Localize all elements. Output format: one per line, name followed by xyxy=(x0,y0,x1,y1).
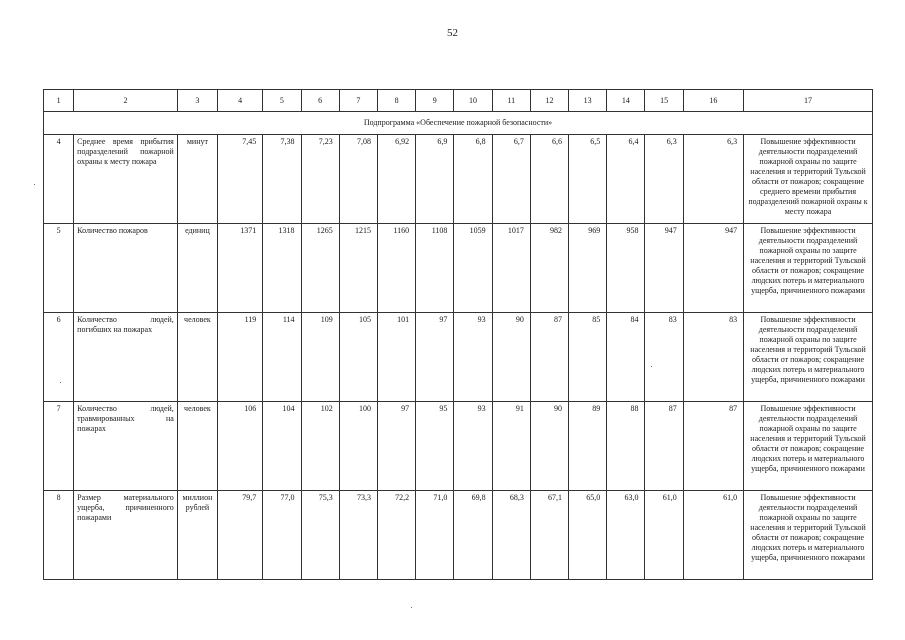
unit-cell: минут xyxy=(177,135,217,224)
value-cell: 87 xyxy=(530,313,568,402)
value-cell: 69,8 xyxy=(454,491,492,580)
value-cell: 1265 xyxy=(301,224,339,313)
value-cell: 95 xyxy=(416,402,454,491)
table-row xyxy=(44,402,873,491)
value-cell: 97 xyxy=(416,313,454,402)
expected-result: Повышение эффективности деятельности подразделений пожарной охраны по защите населения и территорий Тульской области от пожаров; сокращение людских потерь и материального ущерба, причиненного пожарами xyxy=(744,224,873,313)
unit-cell: миллион рублей xyxy=(177,491,217,580)
value-cell: 6,6 xyxy=(530,135,568,224)
value-cell: 105 xyxy=(339,313,377,402)
value-cell: 63,0 xyxy=(607,491,645,580)
unit-cell: единиц xyxy=(177,224,217,313)
value-cell: 6,3 xyxy=(645,135,683,224)
value-cell: 77,0 xyxy=(263,491,301,580)
table-row xyxy=(44,224,873,313)
value-cell: 101 xyxy=(377,313,415,402)
row-number: 8 xyxy=(44,491,74,580)
column-number-16: 16 xyxy=(683,90,743,112)
indicator-name: Размер материального ущерба, причиненного пожарами xyxy=(74,491,178,580)
subprogram-title: Подпрограмма «Обеспечение пожарной безопасности» xyxy=(44,112,873,135)
subprogram-row xyxy=(44,112,873,135)
row-number: 7 xyxy=(44,402,74,491)
value-cell: 1371 xyxy=(218,224,263,313)
value-cell: 72,2 xyxy=(377,491,415,580)
column-number-2: 2 xyxy=(74,90,178,112)
value-cell: 106 xyxy=(218,402,263,491)
column-number-12: 12 xyxy=(530,90,568,112)
column-number-8: 8 xyxy=(377,90,415,112)
column-number-15: 15 xyxy=(645,90,683,112)
value-cell: 85 xyxy=(569,313,607,402)
scan-speck xyxy=(34,184,35,185)
value-cell: 6,92 xyxy=(377,135,415,224)
indicator-name: Количество пожаров xyxy=(74,224,178,313)
value-cell: 1017 xyxy=(492,224,530,313)
column-number-9: 9 xyxy=(416,90,454,112)
indicator-name: Количество людей, погибших на пожарах xyxy=(74,313,178,402)
value-cell: 1108 xyxy=(416,224,454,313)
column-number-7: 7 xyxy=(339,90,377,112)
table-row xyxy=(44,491,873,580)
value-cell: 90 xyxy=(492,313,530,402)
value-cell: 93 xyxy=(454,402,492,491)
value-cell: 65,0 xyxy=(569,491,607,580)
value-cell: 84 xyxy=(607,313,645,402)
value-cell: 947 xyxy=(645,224,683,313)
value-cell: 119 xyxy=(218,313,263,402)
value-cell: 68,3 xyxy=(492,491,530,580)
expected-result: Повышение эффективности деятельности подразделений пожарной охраны по защите населения и территорий Тульской области от пожаров; сокращение людских потерь и материального ущерба, причиненного пожарами xyxy=(744,402,873,491)
value-cell: 6,8 xyxy=(454,135,492,224)
value-cell: 109 xyxy=(301,313,339,402)
value-cell: 969 xyxy=(569,224,607,313)
column-number-4: 4 xyxy=(218,90,263,112)
page-number: 52 xyxy=(447,27,458,39)
row-number: 6 xyxy=(44,313,74,402)
indicators-table xyxy=(43,89,873,580)
table-body xyxy=(44,112,873,580)
value-cell: 71,0 xyxy=(416,491,454,580)
value-cell: 7,08 xyxy=(339,135,377,224)
value-cell: 89 xyxy=(569,402,607,491)
value-cell: 75,3 xyxy=(301,491,339,580)
value-cell: 90 xyxy=(530,402,568,491)
value-cell: 7,23 xyxy=(301,135,339,224)
scan-speck xyxy=(60,382,61,383)
value-cell: 114 xyxy=(263,313,301,402)
value-cell: 87 xyxy=(683,402,743,491)
column-number-13: 13 xyxy=(569,90,607,112)
indicator-name: Количество людей, травмированных на пожарах xyxy=(74,402,178,491)
value-cell: 83 xyxy=(683,313,743,402)
value-cell: 6,3 xyxy=(683,135,743,224)
unit-cell: человек xyxy=(177,313,217,402)
indicator-name: Среднее время прибытия подразделений пожарной охраны к месту пожара xyxy=(74,135,178,224)
value-cell: 79,7 xyxy=(218,491,263,580)
column-number-10: 10 xyxy=(454,90,492,112)
value-cell: 73,3 xyxy=(339,491,377,580)
value-cell: 6,9 xyxy=(416,135,454,224)
column-number-11: 11 xyxy=(492,90,530,112)
value-cell: 61,0 xyxy=(683,491,743,580)
value-cell: 6,5 xyxy=(569,135,607,224)
value-cell: 93 xyxy=(454,313,492,402)
value-cell: 61,0 xyxy=(645,491,683,580)
value-cell: 87 xyxy=(645,402,683,491)
value-cell: 1059 xyxy=(454,224,492,313)
scan-speck xyxy=(651,366,652,367)
value-cell: 982 xyxy=(530,224,568,313)
table-row xyxy=(44,135,873,224)
value-cell: 7,38 xyxy=(263,135,301,224)
value-cell: 97 xyxy=(377,402,415,491)
column-number-1: 1 xyxy=(44,90,74,112)
column-number-5: 5 xyxy=(263,90,301,112)
value-cell: 6,7 xyxy=(492,135,530,224)
row-number: 5 xyxy=(44,224,74,313)
value-cell: 102 xyxy=(301,402,339,491)
value-cell: 1215 xyxy=(339,224,377,313)
value-cell: 947 xyxy=(683,224,743,313)
scan-speck xyxy=(411,607,412,608)
table-row xyxy=(44,313,873,402)
column-number-3: 3 xyxy=(177,90,217,112)
row-number: 4 xyxy=(44,135,74,224)
value-cell: 7,45 xyxy=(218,135,263,224)
value-cell: 104 xyxy=(263,402,301,491)
expected-result: Повышение эффективности деятельности подразделений пожарной охраны по защите населения и территорий Тульской области от пожаров; сокращение людских потерь и материального ущерба, причиненного пожарами xyxy=(744,313,873,402)
value-cell: 100 xyxy=(339,402,377,491)
value-cell: 958 xyxy=(607,224,645,313)
value-cell: 1160 xyxy=(377,224,415,313)
expected-result: Повышение эффективности деятельности подразделений пожарной охраны по защите населения и территорий Тульской области от пожаров; сокращение людских потерь и материального ущерба, причиненного пожарами xyxy=(744,491,873,580)
value-cell: 67,1 xyxy=(530,491,568,580)
value-cell: 91 xyxy=(492,402,530,491)
column-number-14: 14 xyxy=(607,90,645,112)
value-cell: 88 xyxy=(607,402,645,491)
unit-cell: человек xyxy=(177,402,217,491)
column-number-17: 17 xyxy=(744,90,873,112)
column-number-6: 6 xyxy=(301,90,339,112)
value-cell: 1318 xyxy=(263,224,301,313)
expected-result: Повышение эффективности деятельности подразделений пожарной охраны по защите населения и территорий Тульской области от пожаров; сокращение среднего времени прибытия подразделений пожарной охраны к месту пожара xyxy=(744,135,873,224)
value-cell: 83 xyxy=(645,313,683,402)
column-number-row xyxy=(44,90,873,112)
value-cell: 6,4 xyxy=(607,135,645,224)
